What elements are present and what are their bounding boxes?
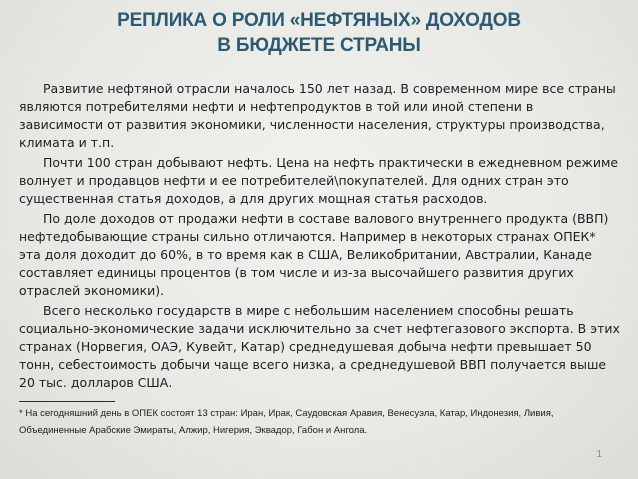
paragraph-2: Почти 100 стран добывают нефть. Цена на нефть практически в ежедневном режиме волнует и продавцов нефти и ее потребителей\покупателей. Для одних стран это существенная статья доходов, а для других мощная статья расходов. [19, 155, 619, 206]
paragraph-3: По доле доходов от продажи нефти в составе валового внутреннего продукта (ВВП) нефтедобывающие страны сильно отличаются. Например в некоторых странах ОПЕК* эта доля доходит до 60%, в то время как в США, Великобритании, Австралии, Канаде составляет единицы процентов (в том числе и из-за высочайшего развития других отраслей экономики). [19, 211, 609, 298]
slide-title-line-1: РЕПЛИКА О РОЛИ «НЕФТЯНЫХ» ДОХОДОВ [117, 10, 521, 31]
slide-title [40, 8, 598, 58]
footnote-divider [19, 401, 115, 402]
paragraph-4: Всего несколько государств в мире с небольшим населением способны решать социально-экономические задачи исключительно за счет нефтегазового экспорта. В этих странах (Норвегия, ОАЭ, Кувейт, Катар) среднедушевая добыча нефти превышает 50 тонн, себестоимость добычи чаще всего низка, а среднедушевой ВВП получается выше 20 тыс. долларов США. [19, 303, 620, 390]
slide-title-line-2: В БЮДЖЕТЕ СТРАНЫ [217, 35, 421, 56]
slide-body [19, 80, 621, 394]
footnote: * На сегодняшний день в ОПЕК состоят 13 стран: Иран, Ирак, Саудовская Аравия, Венесуэла, Катар, Индонезия, Ливия, Объединенные Арабские Эмираты, Алжир, Нигерия, Эквадор, Габон и Ангола. [19, 408, 554, 436]
page-number: 1 [596, 449, 602, 460]
paragraph-1: Развитие нефтяной отрасли началось 150 лет назад. В современном мире все страны являются потребителями нефти и нефтепродуктов в той или иной степени в зависимости от развития экономики, численности населения, структуры производства, климата и т.п. [19, 81, 616, 150]
